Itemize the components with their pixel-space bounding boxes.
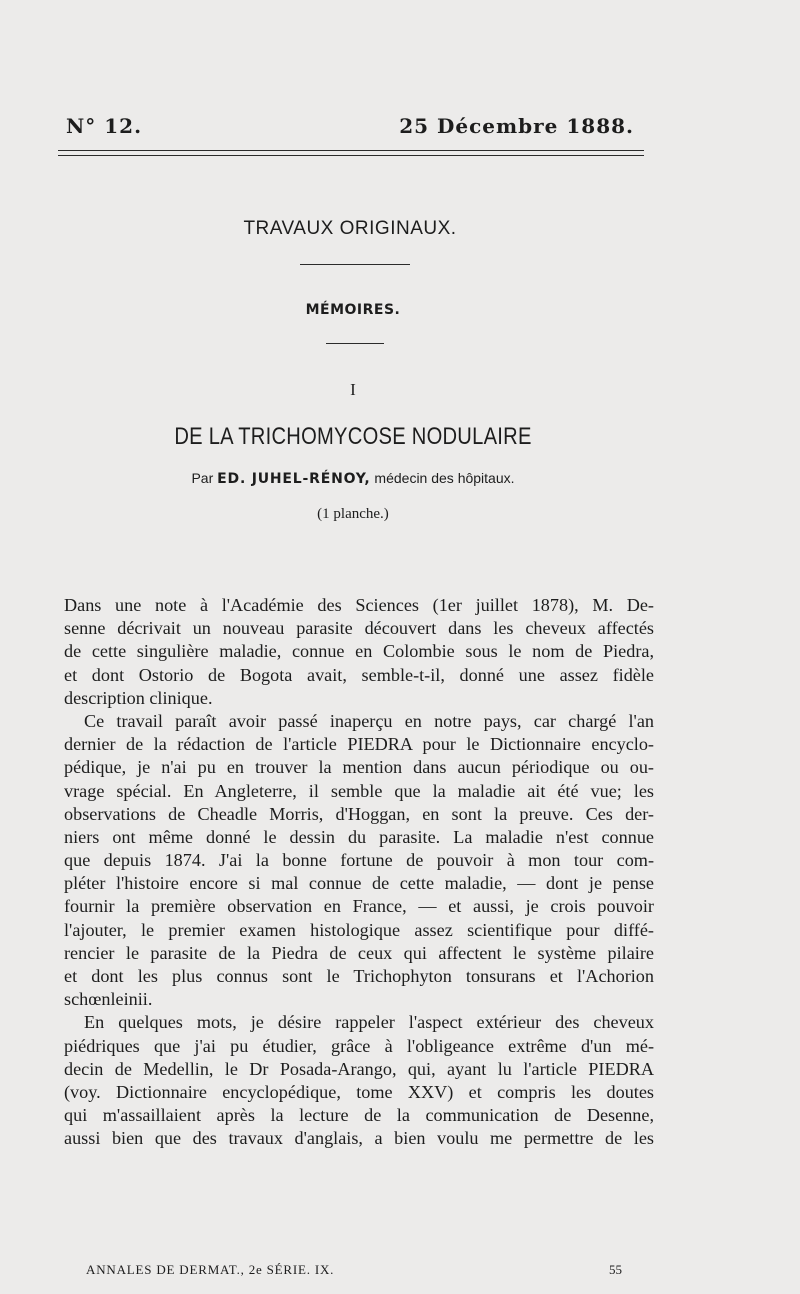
body-line: (voy. Dictionnaire encyclopédique, tome XXV) et compris les doutes: [64, 1081, 654, 1102]
author-role: médecin des hôpitaux.: [374, 470, 515, 486]
body-line: et dont Ostorio de Bogota avait, semble-t-il, donné une assez fidèle: [64, 664, 654, 685]
body-line: vrage spécial. En Angleterre, il semble que la maladie ait été vue; les: [64, 780, 654, 801]
author-name: ED. JUHEL-RÉNOY,: [217, 471, 371, 487]
body-line: Ce travail paraît avoir passé inaperçu en notre pays, car chargé l'an: [84, 710, 654, 731]
article-number: I: [350, 380, 356, 399]
body-line: En quelques mots, je désire rappeler l'aspect extérieur des cheveux: [84, 1012, 654, 1033]
header-double-rule: [58, 150, 644, 156]
body-line: schœnleinii.: [64, 989, 153, 1010]
issue-number: N° 12.: [66, 114, 143, 138]
body-line: decin de Medellin, le Dr Posada-Arango, qui, ayant lu l'article PIEDRA: [64, 1058, 654, 1079]
body-line: de cette singulière maladie, connue en Colombie sous le nom de Piedra,: [64, 641, 654, 662]
body-line: Dans une note à l'Académie des Sciences (1er juillet 1878), M. De-: [64, 595, 654, 615]
body-line: que depuis 1874. J'ai la bonne fortune de pouvoir à mon tour com-: [64, 850, 654, 871]
page-header: [66, 114, 634, 144]
body-line: dernier de la rédaction de l'article PIEDRA pour le Dictionnaire encyclo-: [64, 734, 654, 755]
page-footer: [86, 1262, 622, 1282]
section-divider: [300, 264, 410, 265]
plate-note: (1 planche.): [317, 506, 389, 522]
article-body: [64, 594, 654, 1151]
issue-date: 25 Décembre 1888.: [399, 114, 634, 138]
body-line: piédriques que j'ai pu étudier, grâce à l'obligeance extrême d'un mé-: [64, 1035, 654, 1056]
article-title: DE LA TRICHOMYCOSE NODULAIRE: [174, 423, 532, 450]
byline: [0, 470, 706, 487]
byline-prefix: Par: [191, 470, 214, 486]
body-line: et dont les plus connus sont le Trichophyton tonsurans et l'Achorion: [64, 966, 654, 986]
body-line: pléter l'histoire encore si mal connue de cette maladie, — dont je pense: [64, 873, 654, 894]
section-subtitle: MÉMOIRES.: [305, 302, 401, 318]
body-line: senne décrivait un nouveau parasite découvert dans les cheveux affectés: [64, 618, 654, 639]
body-line: observations de Cheadle Morris, d'Hoggan, en sont la preuve. Ces der-: [64, 803, 654, 824]
body-line: rencier le parasite de la Piedra de ceux qui affectent le système pilaire: [64, 942, 654, 963]
body-line: qui m'assaillaient après la lecture de la communication de Desenne,: [64, 1105, 654, 1126]
body-line: aussi bien que des travaux d'anglais, a bien voulu me permettre de les: [64, 1128, 654, 1149]
subtitle-divider: [326, 343, 384, 344]
section-title: TRAVAUX ORIGINAUX.: [243, 218, 457, 239]
body-line: pédique, je n'ai pu en trouver la mention dans aucun périodique ou ou-: [64, 757, 654, 778]
body-line: niers ont même donné le dessin du parasite. La maladie n'est connue: [64, 826, 654, 847]
body-line: description clinique.: [64, 687, 213, 708]
journal-reference: ANNALES DE DERMAT., 2e SÉRIE. IX.: [86, 1262, 335, 1277]
body-line: l'ajouter, le premier examen histologique assez scientifique pour diffé-: [64, 919, 654, 940]
body-line: fournir la première observation en France, — et aussi, je crois pouvoir: [64, 896, 654, 917]
page-number: 55: [609, 1262, 622, 1277]
